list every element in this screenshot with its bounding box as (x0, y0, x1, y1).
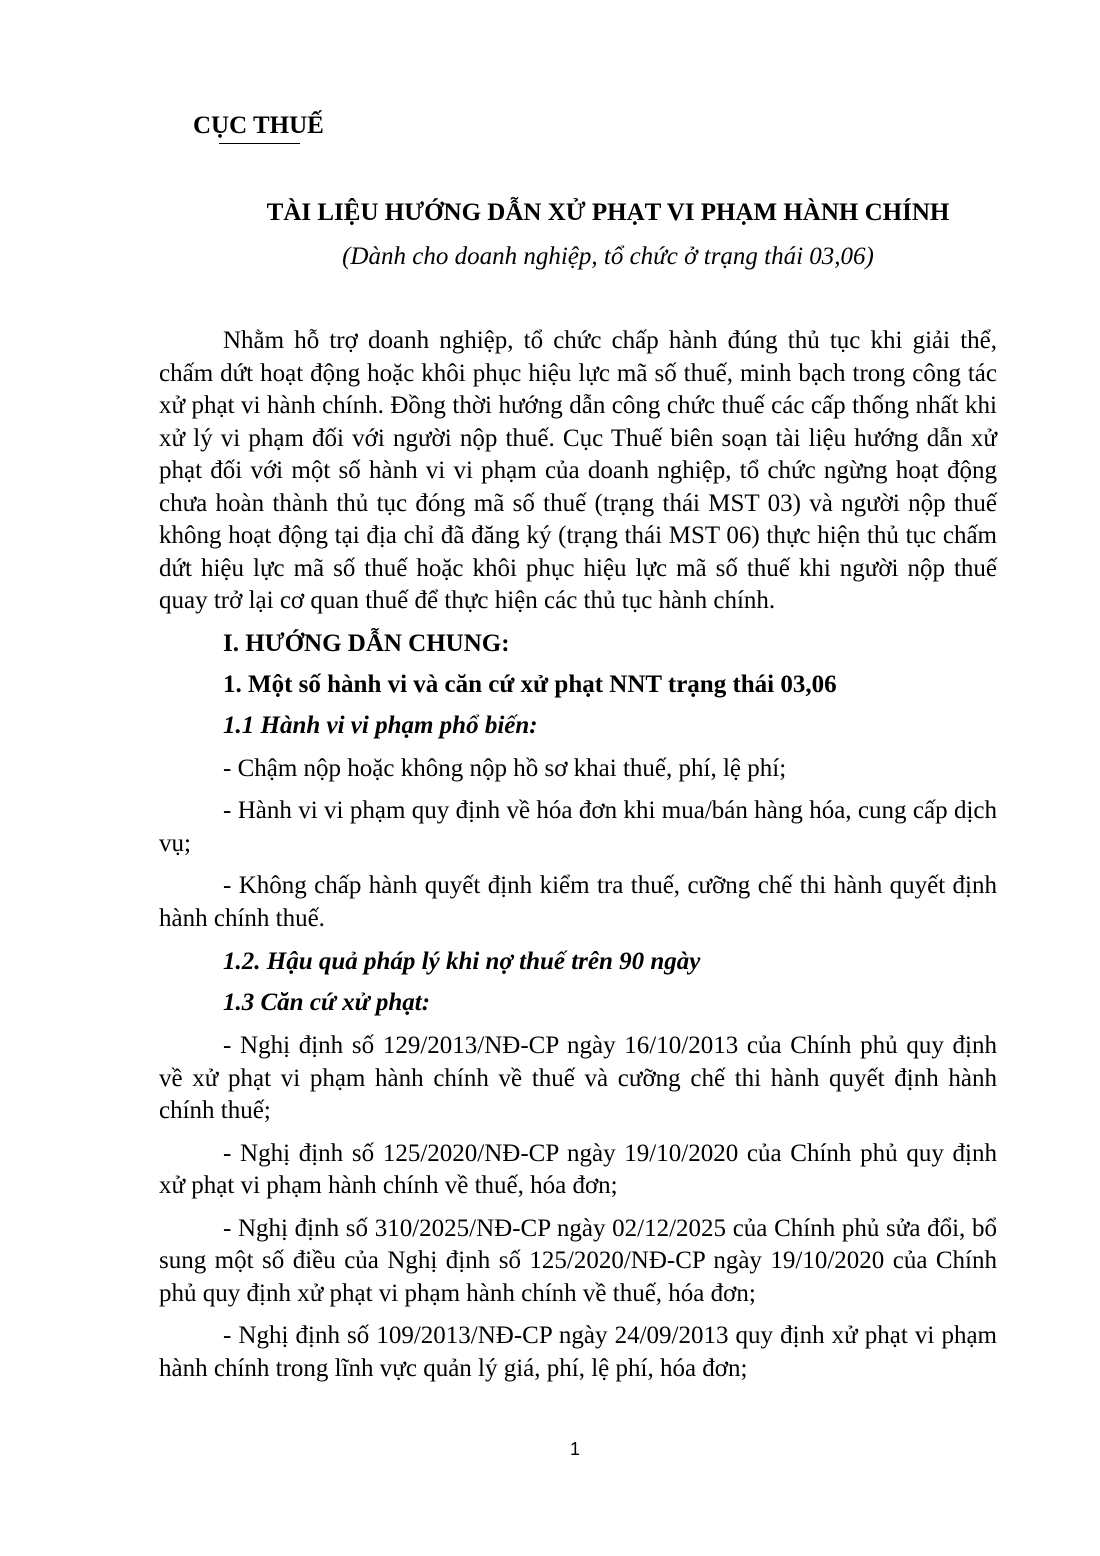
section-heading-general: I. HƯỚNG DẪN CHUNG: (223, 629, 510, 657)
page-number: 1 (569, 1439, 580, 1459)
agency-underline (219, 143, 300, 144)
legal-basis-item: - Nghị định số 125/2020/NĐ-CP ngày 19/10/2020 của Chính phủ quy định xử phạt vi phạm hành chính về thuế, hóa đơn; (159, 1139, 997, 1199)
legal-basis-item: - Nghị định số 109/2013/NĐ-CP ngày 24/09/2013 quy định xử phạt vi phạm hành chính trong lĩnh vực quản lý giá, phí, lệ phí, hóa đơn; (159, 1322, 997, 1382)
heading-common-violations: 1.1 Hành vi vi phạm phổ biến: (223, 711, 538, 739)
agency-name: CỤC THUẾ (193, 112, 324, 139)
violation-item: - Chậm nộp hoặc không nộp hồ sơ khai thuế, phí, lệ phí; (223, 754, 787, 782)
heading-penalty-bases: 1.3 Căn cứ xử phạt: (223, 989, 431, 1016)
violation-item: - Không chấp hành quyết định kiểm tra thuế, cưỡng chế thi hành quyết định hành chính thuế. (159, 872, 997, 932)
document-subtitle: (Dành cho doanh nghiệp, tổ chức ở trạng thái 03,06) (342, 243, 874, 270)
document-title: TÀI LIỆU HƯỚNG DẪN XỬ PHẠT VI PHẠM HÀNH CHÍNH (266, 199, 950, 226)
violation-item: - Hành vi vi phạm quy định về hóa đơn khi mua/bán hàng hóa, cung cấp dịch vụ; (159, 797, 997, 857)
heading-violations-and-bases: 1. Một số hành vi và căn cứ xử phạt NNT trạng thái 03,06 (223, 670, 837, 698)
legal-basis-item: - Nghị định số 310/2025/NĐ-CP ngày 02/12/2025 của Chính phủ sửa đổi, bổ sung một số điều của Nghị định số 125/2020/NĐ-CP ngày 19/10/2020 của Chính phủ quy định xử phạt vi phạm hành chính về thuế, hóa đơn; (159, 1214, 997, 1307)
legal-basis-item: - Nghị định số 129/2013/NĐ-CP ngày 16/10/2013 của Chính phủ quy định về xử phạt vi phạm hành chính về thuế và cưỡng chế thi hành quyết định hành chính thuế; (159, 1032, 997, 1124)
heading-legal-consequences: 1.2. Hậu quả pháp lý khi nợ thuế trên 90 ngày (223, 948, 701, 975)
document-body (159, 325, 997, 1385)
intro-paragraph: Nhằm hỗ trợ doanh nghiệp, tổ chức chấp hành đúng thủ tục khi giải thể, chấm dứt hoạt động hoặc khôi phục hiệu lực mã số thuế, minh bạch trong công tác xử phạt vi hành chính. Đồng thời hướng dẫn công chức thuế các cấp thống nhất khi xử lý vi phạm đối với người nộp thuế. Cục Thuế biên soạn tài liệu hướng dẫn xử phạt đối với một số hành vi vi phạm của doanh nghiệp, tổ chức ngừng hoạt động chưa hoàn thành thủ tục đóng mã số thuế (trạng thái MST 03) và người nộp thuế không hoạt động tại địa chỉ đã đăng ký (trạng thái MST 06) thực hiện thủ tục chấm dứt hiệu lực mã số thuế hoặc khôi phục hiệu lực mã số thuế khi người nộp thuế quay trở lại cơ quan thuế để thực hiện các thủ tục hành chính. (159, 327, 997, 614)
